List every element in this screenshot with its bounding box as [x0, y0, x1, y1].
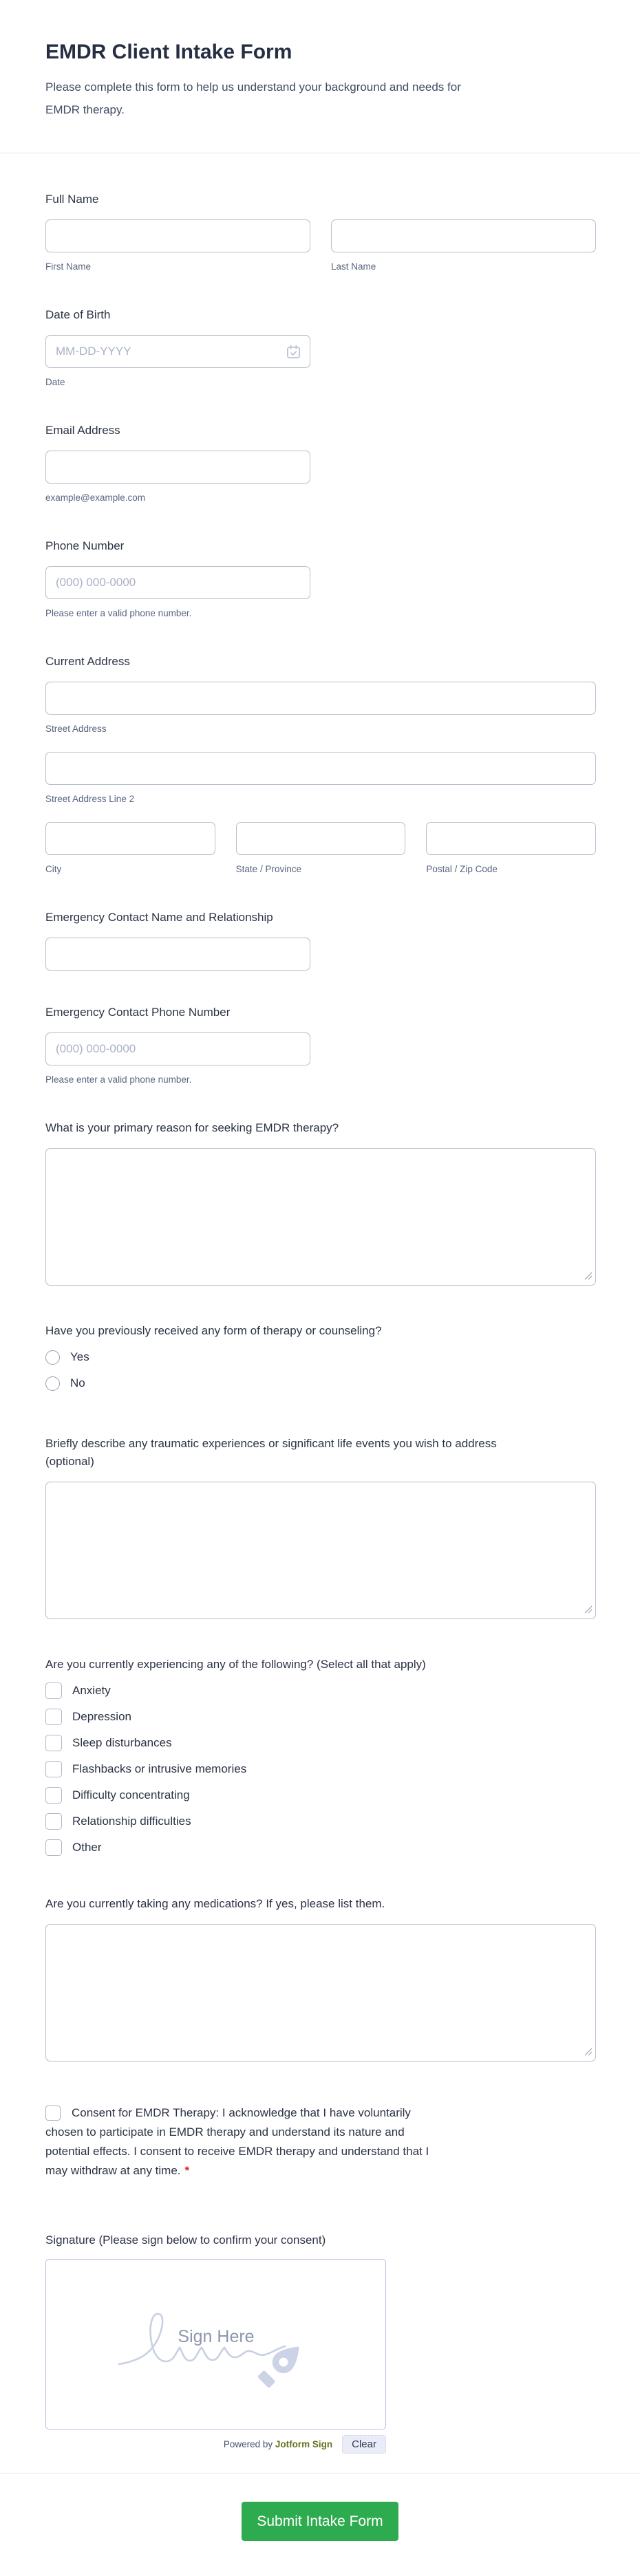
checkbox-concentration-label[interactable]: Difficulty concentrating: [72, 1788, 190, 1801]
checkbox-flashbacks-label[interactable]: Flashbacks or intrusive memories: [72, 1762, 247, 1775]
full-name-label: Full Name: [45, 193, 99, 206]
consent-checkbox[interactable]: [45, 2106, 61, 2121]
consent-text-line: Consent for EMDR Therapy: I acknowledge that I have voluntarily: [72, 2106, 411, 2119]
medications-label: Are you currently taking any medications? If yes, please list them.: [45, 1897, 385, 1910]
field-full-name: [45, 191, 596, 273]
radio-yes[interactable]: [45, 1350, 60, 1365]
sign-here-illustration: [46, 2260, 385, 2429]
sign-here-text: Sign Here: [178, 2327, 255, 2346]
submit-button[interactable]: Submit Intake Form: [242, 2502, 398, 2541]
reason-label: What is your primary reason for seeking EMDR therapy?: [45, 1121, 339, 1134]
checkbox-flashbacks[interactable]: [45, 1761, 62, 1777]
powered-by-credit: Powered by Jotform Sign: [223, 2439, 333, 2449]
field-reason: [45, 1119, 596, 1289]
emergency-phone-input[interactable]: [45, 1032, 310, 1065]
checkbox-anxiety-label[interactable]: Anxiety: [72, 1684, 111, 1697]
checkbox-depression[interactable]: [45, 1709, 62, 1725]
jotform-sign-brand[interactable]: Jotform Sign: [275, 2439, 333, 2449]
form-title: EMDR Client Intake Form: [45, 41, 292, 63]
form-subtitle: Please complete this form to help us understand your background and needs for EMDR therapy.: [45, 80, 461, 116]
checkbox-other-label[interactable]: Other: [72, 1841, 102, 1854]
consent-text-line: chosen to participate in EMDR therapy and understand its nature and: [45, 2125, 405, 2139]
clear-button[interactable]: Clear: [342, 2435, 386, 2454]
phone-input[interactable]: [45, 566, 310, 599]
field-phone: [45, 537, 596, 620]
field-email: [45, 422, 596, 504]
street-address2-input[interactable]: [45, 752, 596, 785]
street-address-input[interactable]: [45, 682, 596, 715]
checkbox-anxiety[interactable]: [45, 1682, 62, 1699]
form-footer: [0, 2473, 640, 2576]
checkbox-relationship-difficulties[interactable]: [45, 1813, 62, 1830]
first-name-input[interactable]: [45, 219, 310, 252]
radio-yes-label[interactable]: Yes: [70, 1350, 89, 1363]
address-label: Current Address: [45, 655, 130, 668]
checkbox-row-sleep[interactable]: [45, 1734, 596, 1752]
phone-label: Phone Number: [45, 539, 125, 552]
field-trauma-history: [45, 1435, 596, 1623]
required-asterisk: *: [184, 2164, 190, 2177]
field-current-address: [45, 653, 596, 876]
radio-no[interactable]: [45, 1376, 60, 1391]
calendar-check-icon[interactable]: [286, 344, 301, 363]
radio-row-yes[interactable]: [45, 1348, 596, 1366]
checkbox-row-concentration[interactable]: [45, 1786, 596, 1804]
emergency-name-label: Emergency Contact Name and Relationship: [45, 911, 273, 924]
street-address-sublabel: Street Address: [45, 724, 107, 734]
checkbox-depression-label[interactable]: Depression: [72, 1710, 131, 1723]
emergency-name-input[interactable]: [45, 938, 310, 971]
radio-no-label[interactable]: No: [70, 1376, 85, 1389]
field-consent: [45, 2103, 596, 2180]
trauma-textarea[interactable]: [45, 1482, 596, 1619]
checkbox-row-relationship[interactable]: [45, 1812, 596, 1830]
signature-label: Signature (Please sign below to confirm your consent): [45, 2233, 326, 2247]
dob-label: Date of Birth: [45, 308, 111, 321]
reason-textarea[interactable]: [45, 1148, 596, 1286]
emergency-phone-sublabel: Please enter a valid phone number.: [45, 1074, 192, 1085]
state-input[interactable]: [236, 822, 406, 855]
field-emergency-name: [45, 909, 596, 971]
dob-input[interactable]: [45, 335, 310, 368]
state-sublabel: State / Province: [235, 864, 301, 874]
checkbox-other[interactable]: [45, 1839, 62, 1856]
checkbox-row-flashbacks[interactable]: [45, 1760, 596, 1778]
checkbox-difficulty-concentrating[interactable]: [45, 1787, 62, 1804]
checkbox-row-depression[interactable]: [45, 1708, 596, 1726]
previous-therapy-label: Have you previously received any form of therapy or counseling?: [45, 1324, 382, 1337]
radio-row-no[interactable]: [45, 1374, 596, 1392]
form-body: [0, 153, 640, 2454]
street-address2-sublabel: Street Address Line 2: [45, 794, 135, 804]
consent-text-line: may withdraw at any time. *: [45, 2164, 190, 2177]
last-name-sublabel: Last Name: [331, 261, 376, 272]
checkbox-relationship-label[interactable]: Relationship difficulties: [72, 1815, 191, 1828]
signature-footer: [45, 2435, 386, 2454]
last-name-input[interactable]: [331, 219, 596, 252]
phone-sublabel: Please enter a valid phone number.: [45, 608, 192, 618]
symptoms-label: Are you currently experiencing any of the following? (Select all that apply): [45, 1658, 426, 1671]
field-emergency-phone: [45, 1004, 596, 1086]
city-sublabel: City: [45, 864, 62, 874]
field-previous-therapy: [45, 1322, 596, 1392]
field-date-of-birth: [45, 306, 596, 389]
postal-input[interactable]: [426, 822, 596, 855]
form-header: [0, 0, 640, 153]
signature-pad[interactable]: [45, 2259, 386, 2429]
city-input[interactable]: [45, 822, 215, 855]
medications-textarea[interactable]: [45, 1924, 596, 2061]
field-medications: [45, 1895, 596, 2065]
checkbox-row-anxiety[interactable]: [45, 1682, 596, 1700]
pen-nib-icon: [255, 2339, 307, 2390]
postal-sublabel: Postal / Zip Code: [426, 864, 498, 874]
consent-text-line: potential effects. I consent to receive EMDR therapy and understand that I: [45, 2145, 429, 2158]
field-signature: [45, 2231, 596, 2454]
trauma-history-label: Briefly describe any traumatic experiences or significant life events you wish to address (optional): [45, 1437, 497, 1468]
checkbox-sleep-label[interactable]: Sleep disturbances: [72, 1736, 172, 1749]
email-input[interactable]: [45, 451, 310, 484]
checkbox-row-other[interactable]: [45, 1839, 596, 1857]
dob-sublabel: Date: [45, 377, 65, 387]
email-label: Email Address: [45, 424, 120, 437]
checkbox-sleep-disturbances[interactable]: [45, 1735, 62, 1751]
field-symptoms: [45, 1656, 596, 1857]
emergency-phone-label: Emergency Contact Phone Number: [45, 1006, 231, 1019]
first-name-sublabel: First Name: [45, 261, 92, 272]
email-sublabel: example@example.com: [45, 493, 146, 503]
